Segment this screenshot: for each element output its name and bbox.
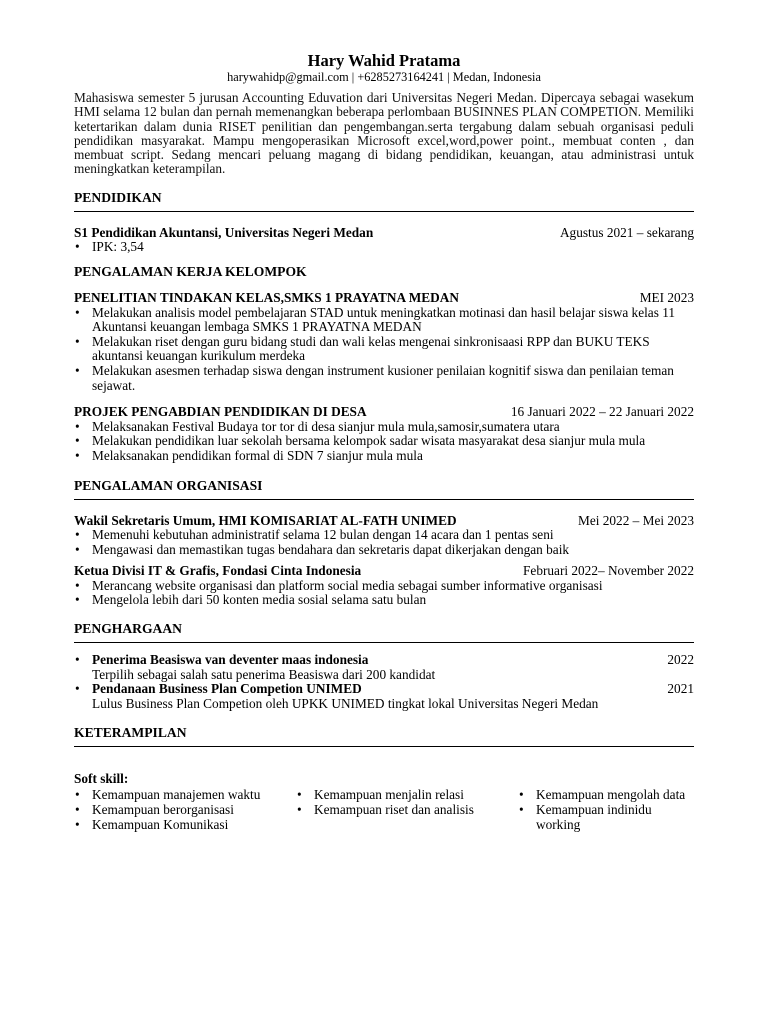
experience-date: 16 Januari 2022 – 22 Januari 2022 (510, 404, 694, 420)
skill-item: • Kemampuan indinidu working (518, 802, 694, 832)
skills-column (518, 787, 694, 833)
list-item: • Mengelola lebih dari 50 konten media sosial selama satu bulan (74, 593, 694, 608)
skills-column (296, 787, 518, 833)
award-year: 2021 (667, 681, 694, 697)
skill-item: • Kemampuan menjalin relasi (296, 787, 518, 802)
section-title-organisasi: PENGALAMAN ORGANISASI (74, 477, 263, 493)
award-item (74, 653, 694, 682)
skills-column (74, 787, 296, 833)
section-divider (74, 211, 694, 212)
section-divider (74, 499, 694, 500)
list-item: • Melaksanakan pendidikan formal di SDN 7 sianjur mula mula (74, 449, 694, 464)
organization-heading-row (74, 514, 694, 529)
organization-date: Februari 2022– November 2022 (523, 563, 694, 579)
experience-date: MEI 2023 (639, 289, 694, 305)
section-penghargaan (74, 621, 694, 711)
section-pendidikan (74, 190, 694, 255)
skill-item: • Kemampuan berorganisasi (74, 802, 296, 817)
summary-paragraph: Mahasiswa semester 5 jurusan Accounting Eduvation dari Universitas Negeri Medan. Dipercaya sebagai wasekum HMI selama 12 bulan dan pernah memenangkan beberapa perlombaan BUSINNES PLAN COMPETION. Memiliki ketertarikan dalam dunia RISET penilitian dan pengembangan.serta tergabung dalam sebuah organisasi peduli pendidikan masyarakat. Mampu mengoperasikan Microsoft excel,word,power point., membuat conten , dan membuat script. Sedang mencari peluang magang di bidang pendidikan, keuangan, atau administrasi untuk meningkatkan keterampilan. (74, 90, 694, 177)
section-title-kelompok: PENGALAMAN KERJA KELOMPOK (74, 263, 307, 279)
award-year: 2022 (667, 652, 694, 668)
experience-heading-row (74, 291, 694, 306)
experience-bullets (74, 306, 694, 394)
experience-heading: PENELITIAN TINDAKAN KELAS,SMKS 1 PRAYATNA MEDAN (74, 289, 459, 305)
organization-heading: Ketua Divisi IT & Grafis, Fondasi Cinta Indonesia (74, 563, 362, 579)
organization-bullets (74, 579, 694, 608)
skills-grid (74, 787, 694, 833)
organization-bullets (74, 528, 694, 557)
education-school: S1 Pendidikan Akuntansi, Universitas Negeri Medan (74, 224, 374, 240)
section-divider (74, 746, 694, 747)
skill-item: • Kemampuan Komunikasi (74, 817, 296, 832)
list-item: • Melakukan analisis model pembelajaran STAD untuk meningkatkan motinasi dan hasil belajar siswa kelas 11 Akuntansi keuangan lembaga SMKS 1 PRAYATNA MEDAN (74, 306, 694, 335)
skill-item: • Kemampuan mengolah data (518, 787, 694, 802)
award-description: Lulus Business Plan Competion oleh UPKK UNIMED tingkat lokal Universitas Negeri Medan (92, 695, 599, 711)
award-list (74, 653, 694, 711)
award-item (74, 682, 694, 711)
list-item: • Memenuhi kebutuhan administratif selama 12 bulan dengan 14 acara dan 1 pentas seni (74, 528, 694, 543)
experience-heading-row (74, 405, 694, 420)
experience-heading: PROJEK PENGABDIAN PENDIDIKAN DI DESA (74, 404, 367, 420)
organization-heading-row (74, 564, 694, 579)
award-title: • Pendanaan Business Plan Competion UNIMED (92, 681, 362, 697)
section-organisasi (74, 478, 694, 609)
list-item: • Melakukan asesmen terhadap siswa dengan instrument kusioner penilaian kognitif siswa dan penilaian teman sejawat. (74, 364, 694, 393)
section-title-penghargaan: PENGHARGAAN (74, 621, 182, 637)
candidate-name: Hary Wahid Pratama (307, 51, 461, 70)
skill-item: • Kemampuan riset dan analisis (296, 802, 518, 817)
award-title: • Penerima Beasiswa van deventer maas indonesia (92, 652, 369, 668)
skill-item: • Kemampuan manajemen waktu (74, 787, 296, 802)
section-keterampilan (74, 725, 694, 832)
award-description: Terpilih sebagai salah satu penerima Beasiswa dari 200 kandidat (92, 666, 436, 682)
list-item: • Melakukan pendidikan luar sekolah bersama kelompok sadar wisata masyarakat desa sianjur mula mula (74, 434, 694, 449)
organization-heading: Wakil Sekretaris Umum, HMI KOMISARIAT AL-FATH UNIMED (74, 512, 457, 528)
contact-line: harywahidp@gmail.com | +6285273164241 | Medan, Indonesia (227, 70, 541, 84)
list-item: • Mengawasi dan memastikan tugas bendahara dan sekretaris dapat dikerjakan dengan baik (74, 543, 694, 558)
education-entry (74, 226, 694, 241)
section-title-keterampilan: KETERAMPILAN (74, 725, 187, 741)
soft-skill-label: Soft skill: (74, 771, 129, 787)
list-item: • IPK: 3,54 (74, 240, 694, 255)
experience-bullets (74, 420, 694, 464)
section-title-pendidikan: PENDIDIKAN (74, 189, 162, 205)
section-kelompok (74, 264, 694, 464)
resume-page (74, 52, 694, 833)
organization-date: Mei 2022 – Mei 2023 (578, 512, 694, 528)
section-divider (74, 642, 694, 643)
list-item: • Melaksanakan Festival Budaya tor tor di desa sianjur mula mula,samosir,sumatera utara (74, 420, 694, 435)
list-item: • Merancang website organisasi dan platform social media sebagai sumber informative organisasi (74, 579, 694, 594)
education-bullets (74, 240, 694, 255)
list-item: • Melakukan riset dengan guru bidang studi dan wali kelas mengenai sinkronisaasi RPP dan BUKU TEKS akuntansi keuangan kurikulum merdeka (74, 335, 694, 364)
education-date: Agustus 2021 – sekarang (559, 224, 694, 240)
